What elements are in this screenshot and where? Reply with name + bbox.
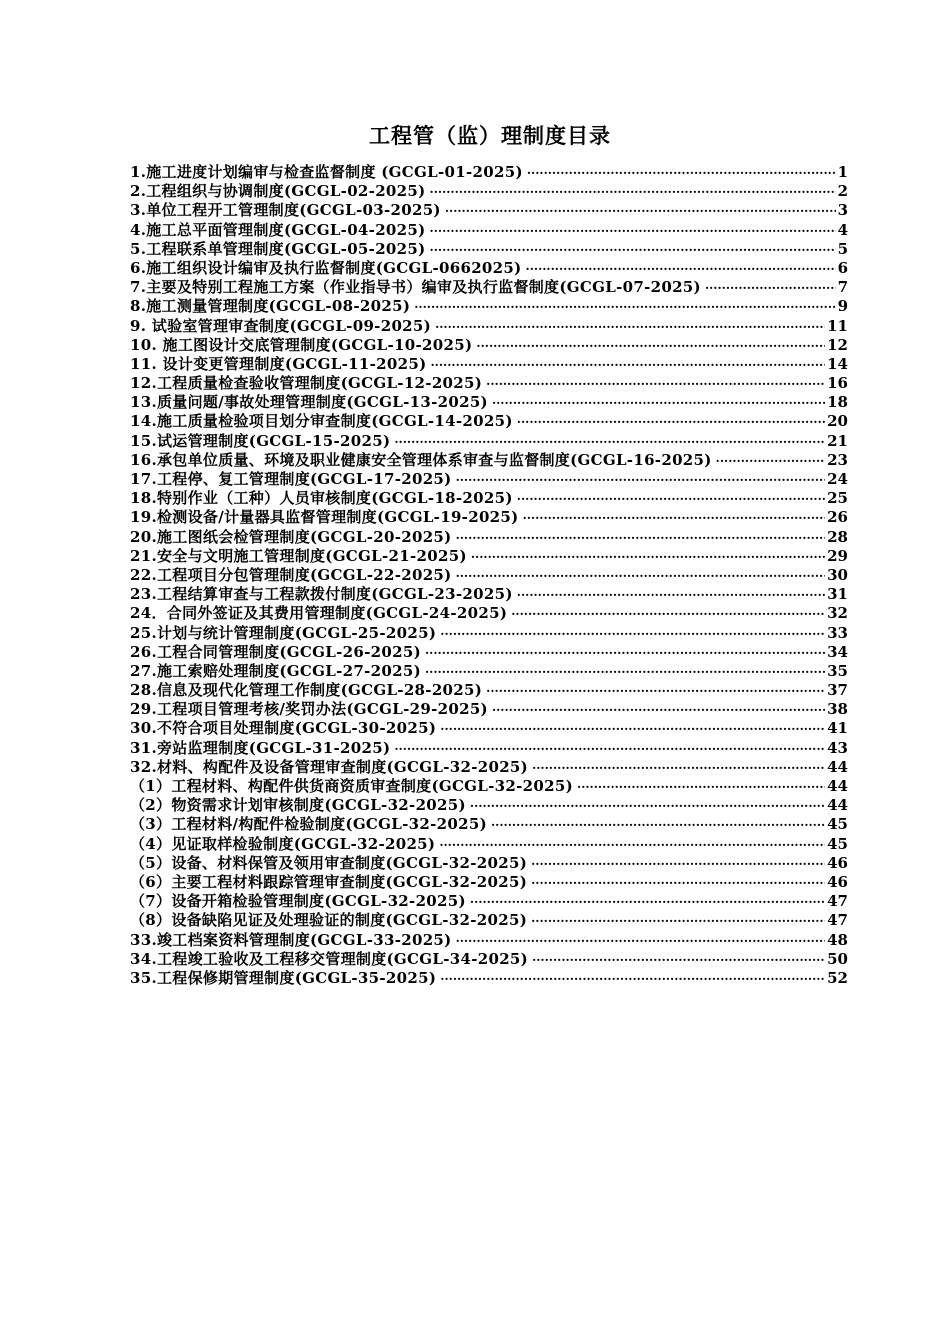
toc-entry-page-number: 12 xyxy=(827,335,848,354)
toc-entry[interactable] xyxy=(130,528,848,547)
toc-entry-label: 23.工程结算审查与工程款拨付制度(GCGL-23-2025) xyxy=(130,585,513,604)
toc-entry[interactable] xyxy=(130,470,848,489)
toc-dot-leader xyxy=(456,529,826,548)
toc-dot-leader xyxy=(517,490,825,509)
toc-entry-label: （2）物资需求计划审核制度(GCGL-32-2025) xyxy=(130,796,466,815)
toc-entry[interactable] xyxy=(130,259,848,278)
toc-entry-page-number: 35 xyxy=(827,661,848,680)
toc-entry-label: 25.计划与统计管理制度(GCGL-25-2025) xyxy=(130,623,437,642)
toc-entry-label: 15.试运管理制度(GCGL-15-2025) xyxy=(130,431,391,450)
toc-entry[interactable] xyxy=(130,278,848,297)
toc-entry-page-number: 6 xyxy=(837,258,848,277)
toc-dot-leader xyxy=(705,279,836,298)
toc-entry[interactable] xyxy=(130,911,848,930)
toc-entry-label: 6.施工组织设计编审及执行监督制度(GCGL-0662025) xyxy=(130,258,522,277)
toc-entry-label: 24．合同外签证及其费用管理制度(GCGL-24-2025) xyxy=(130,604,508,623)
toc-entry-page-number: 4 xyxy=(837,220,848,239)
toc-entry-page-number: 26 xyxy=(827,508,848,527)
toc-dot-leader xyxy=(430,222,836,241)
toc-dot-leader xyxy=(526,260,836,279)
toc-entry-page-number: 30 xyxy=(827,565,848,584)
toc-entry-label: 27.施工索赔处理制度(GCGL-27-2025) xyxy=(130,661,421,680)
toc-entry[interactable] xyxy=(130,950,848,969)
toc-entry-label: 12.工程质量检查验收管理制度(GCGL-12-2025) xyxy=(130,374,483,393)
toc-dot-leader xyxy=(471,548,825,567)
toc-dot-leader xyxy=(470,893,825,912)
toc-entry-label: 30.不符合项目处理制度(GCGL-30-2025) xyxy=(130,719,437,738)
toc-entry-page-number: 29 xyxy=(827,546,848,565)
toc-entry[interactable] xyxy=(130,297,848,316)
toc-dot-leader xyxy=(492,394,825,413)
toc-entry-page-number: 45 xyxy=(827,815,848,834)
toc-entry-label: 17.工程停、复工管理制度(GCGL-17-2025) xyxy=(130,470,452,488)
toc-dot-leader xyxy=(491,816,825,835)
toc-entry[interactable] xyxy=(130,508,848,527)
toc-dot-leader xyxy=(716,452,825,471)
toc-entry-label: （8）设备缺陷见证及处理验证的制度(GCGL-32-2025) xyxy=(130,911,528,930)
toc-entry-label: 21.安全与文明施工管理制度(GCGL-21-2025) xyxy=(130,546,467,565)
toc-entry-page-number: 25 xyxy=(827,489,848,508)
toc-entry[interactable] xyxy=(130,412,848,431)
toc-entry-page-number: 44 xyxy=(827,796,848,815)
toc-entry[interactable] xyxy=(130,969,848,988)
toc-entry[interactable] xyxy=(130,662,848,681)
toc-entry-page-number: 44 xyxy=(827,757,848,776)
toc-entry-label: 28.信息及现代化管理工作制度(GCGL-28-2025) xyxy=(130,681,483,700)
toc-entry-page-number: 45 xyxy=(827,834,848,853)
toc-entry-label: 1.施工进度计划编审与检查监督制度 (GCGL-01-2025) xyxy=(130,163,523,181)
toc-dot-leader xyxy=(394,740,825,759)
toc-entry[interactable] xyxy=(130,374,848,393)
toc-entry-page-number: 50 xyxy=(827,949,848,968)
toc-entry[interactable] xyxy=(130,355,848,374)
toc-entry[interactable] xyxy=(130,317,848,336)
toc-entry-label: 19.检测设备/计量器具监督管理制度(GCGL-19-2025) xyxy=(130,508,519,527)
toc-entry[interactable] xyxy=(130,739,848,758)
toc-entry-page-number: 47 xyxy=(827,892,848,911)
toc-dot-leader xyxy=(456,932,826,951)
toc-entry-page-number: 28 xyxy=(827,527,848,546)
document-title: 工程管（监）理制度目录 xyxy=(369,123,611,148)
toc-entry-label: 31.旁站监理制度(GCGL-31-2025) xyxy=(130,738,391,757)
toc-entry-page-number: 52 xyxy=(827,968,848,987)
toc-entry[interactable] xyxy=(130,624,848,643)
toc-dot-leader xyxy=(523,509,826,528)
toc-dot-leader xyxy=(531,912,825,931)
toc-entry-label: 3.单位工程开工管理制度(GCGL-03-2025) xyxy=(130,201,441,220)
toc-entry-label: 35.工程保修期管理制度(GCGL-35-2025) xyxy=(130,968,437,987)
table-of-contents xyxy=(130,163,848,988)
toc-entry-label: 32.材料、构配件及设备管理审查制度(GCGL-32-2025) xyxy=(130,757,529,776)
toc-entry-label: 13.质量问题/事故处理管理制度(GCGL-13-2025) xyxy=(130,393,488,412)
toc-dot-leader xyxy=(531,855,825,874)
toc-entry[interactable] xyxy=(130,643,848,662)
toc-entry-page-number: 20 xyxy=(827,412,848,431)
toc-entry[interactable] xyxy=(130,931,848,950)
toc-entry-label: 29.工程项目管理考核/奖罚办法(GCGL-29-2025) xyxy=(130,700,488,719)
toc-entry-label: 5.工程联系单管理制度(GCGL-05-2025) xyxy=(130,239,426,258)
toc-dot-leader xyxy=(440,625,825,644)
toc-entry-label: 11. 设计变更管理制度(GCGL-11-2025) xyxy=(130,354,427,373)
toc-dot-leader xyxy=(531,874,825,893)
toc-entry[interactable] xyxy=(130,182,848,201)
toc-dot-leader xyxy=(532,951,825,970)
toc-entry-page-number: 46 xyxy=(827,853,848,872)
toc-entry-label: 22.工程项目分包管理制度(GCGL-22-2025) xyxy=(130,565,452,584)
toc-entry-page-number: 46 xyxy=(827,872,848,891)
toc-entry-page-number: 3 xyxy=(837,201,848,220)
toc-entry[interactable] xyxy=(130,604,848,623)
toc-entry[interactable] xyxy=(130,815,848,834)
toc-dot-leader xyxy=(470,797,825,816)
toc-dot-leader xyxy=(435,318,825,337)
toc-entry-page-number: 2 xyxy=(837,182,848,201)
toc-entry-page-number: 23 xyxy=(827,450,848,469)
toc-entry[interactable] xyxy=(130,777,848,796)
toc-entry-label: 4.施工总平面管理制度(GCGL-04-2025) xyxy=(130,220,426,239)
toc-entry-page-number: 48 xyxy=(827,930,848,949)
toc-entry[interactable] xyxy=(130,432,848,451)
toc-dot-leader xyxy=(394,433,825,452)
toc-entry[interactable] xyxy=(130,451,848,470)
toc-dot-leader xyxy=(517,586,825,605)
toc-dot-leader xyxy=(476,337,825,356)
toc-entry-label: 14.施工质量检验项目划分审查制度(GCGL-14-2025) xyxy=(130,412,513,431)
toc-entry-page-number: 47 xyxy=(827,911,848,930)
toc-entry-label: 10. 施工图设计交底管理制度(GCGL-10-2025) xyxy=(130,335,473,354)
toc-entry-page-number: 44 xyxy=(827,777,848,795)
toc-entry-page-number: 43 xyxy=(827,738,848,757)
toc-entry[interactable] xyxy=(130,892,848,911)
toc-entry[interactable] xyxy=(130,585,848,604)
toc-entry[interactable] xyxy=(130,796,848,815)
toc-entry-page-number: 33 xyxy=(827,623,848,642)
toc-entry-label: 8.施工测量管理制度(GCGL-08-2025) xyxy=(130,297,411,316)
toc-entry-page-number: 38 xyxy=(827,700,848,719)
toc-entry-label: 18.特别作业（工种）人员审核制度(GCGL-18-2025) xyxy=(130,489,513,508)
toc-entry-label: 20.施工图纸会检管理制度(GCGL-20-2025) xyxy=(130,527,452,546)
toc-entry-label: （1）工程材料、构配件供货商资质审查制度(GCGL-32-2025) xyxy=(130,777,574,795)
toc-entry-label: 26.工程合同管理制度(GCGL-26-2025) xyxy=(130,642,421,661)
toc-dot-leader xyxy=(456,567,826,586)
toc-entry-page-number: 34 xyxy=(827,642,848,661)
toc-dot-leader xyxy=(486,682,825,701)
toc-entry-page-number: 14 xyxy=(827,354,848,373)
toc-entry-label: 9. 试验室管理审查制度(GCGL-09-2025) xyxy=(130,316,432,335)
toc-entry-page-number: 24 xyxy=(827,470,848,488)
toc-entry-page-number: 7 xyxy=(837,278,848,297)
toc-dot-leader xyxy=(430,183,836,202)
toc-entry[interactable] xyxy=(130,240,848,259)
toc-dot-leader xyxy=(577,778,825,797)
toc-dot-leader xyxy=(492,701,825,720)
toc-dot-leader xyxy=(486,375,825,394)
toc-dot-leader xyxy=(425,663,825,682)
toc-entry-label: （6）主要工程材料跟踪管理审查制度(GCGL-32-2025) xyxy=(130,872,528,891)
toc-entry-label: （4）见证取样检验制度(GCGL-32-2025) xyxy=(130,834,436,853)
toc-entry-page-number: 32 xyxy=(827,604,848,623)
toc-entry[interactable] xyxy=(130,163,848,182)
toc-entry[interactable] xyxy=(130,566,848,585)
toc-entry-label: （5）设备、材料保管及领用审查制度(GCGL-32-2025) xyxy=(130,853,528,872)
toc-entry-page-number: 5 xyxy=(837,239,848,258)
toc-entry-page-number: 21 xyxy=(827,431,848,450)
toc-dot-leader xyxy=(439,836,825,855)
toc-entry-page-number: 31 xyxy=(827,585,848,604)
toc-entry[interactable] xyxy=(130,489,848,508)
toc-dot-leader xyxy=(527,164,836,183)
toc-dot-leader xyxy=(511,605,825,624)
toc-dot-leader xyxy=(456,471,826,490)
toc-entry-page-number: 18 xyxy=(827,393,848,412)
toc-entry[interactable] xyxy=(130,336,848,355)
toc-entry-label: 34.工程竣工验收及工程移交管理制度(GCGL-34-2025) xyxy=(130,949,529,968)
toc-entry[interactable] xyxy=(130,681,848,700)
toc-entry-label: 16.承包单位质量、环境及职业健康安全管理体系审查与监督制度(GCGL-16-2025) xyxy=(130,450,712,469)
toc-entry[interactable] xyxy=(130,719,848,738)
toc-dot-leader xyxy=(445,202,836,221)
toc-entry[interactable] xyxy=(130,201,848,220)
toc-entry[interactable] xyxy=(130,393,848,412)
toc-entry-label: 2.工程组织与协调制度(GCGL-02-2025) xyxy=(130,182,426,201)
toc-entry[interactable] xyxy=(130,873,848,892)
toc-entry[interactable] xyxy=(130,221,848,240)
toc-entry[interactable] xyxy=(130,835,848,854)
toc-dot-leader xyxy=(425,644,825,663)
toc-entry-page-number: 37 xyxy=(827,681,848,700)
toc-entry[interactable] xyxy=(130,758,848,777)
toc-entry-page-number: 16 xyxy=(827,374,848,393)
toc-dot-leader xyxy=(430,241,836,260)
toc-entry-label: 7.主要及特别工程施工方案（作业指导书）编审及执行监督制度(GCGL-07-2025) xyxy=(130,278,701,297)
toc-entry-label: 33.竣工档案资料管理制度(GCGL-33-2025) xyxy=(130,930,452,949)
toc-dot-leader xyxy=(431,356,826,375)
toc-entry-page-number: 11 xyxy=(827,316,848,335)
toc-entry-label: （3）工程材料/构配件检验制度(GCGL-32-2025) xyxy=(130,815,487,834)
toc-dot-leader xyxy=(532,759,825,778)
toc-dot-leader xyxy=(414,298,835,317)
toc-entry-page-number: 1 xyxy=(837,163,848,181)
toc-entry-page-number: 41 xyxy=(827,719,848,738)
toc-entry[interactable] xyxy=(130,854,848,873)
toc-entry-page-number: 9 xyxy=(837,297,848,316)
toc-dot-leader xyxy=(440,970,825,989)
toc-dot-leader xyxy=(440,720,825,739)
toc-entry[interactable] xyxy=(130,547,848,566)
toc-entry[interactable] xyxy=(130,700,848,719)
toc-dot-leader xyxy=(517,413,825,432)
toc-entry-label: （7）设备开箱检验管理制度(GCGL-32-2025) xyxy=(130,892,466,911)
